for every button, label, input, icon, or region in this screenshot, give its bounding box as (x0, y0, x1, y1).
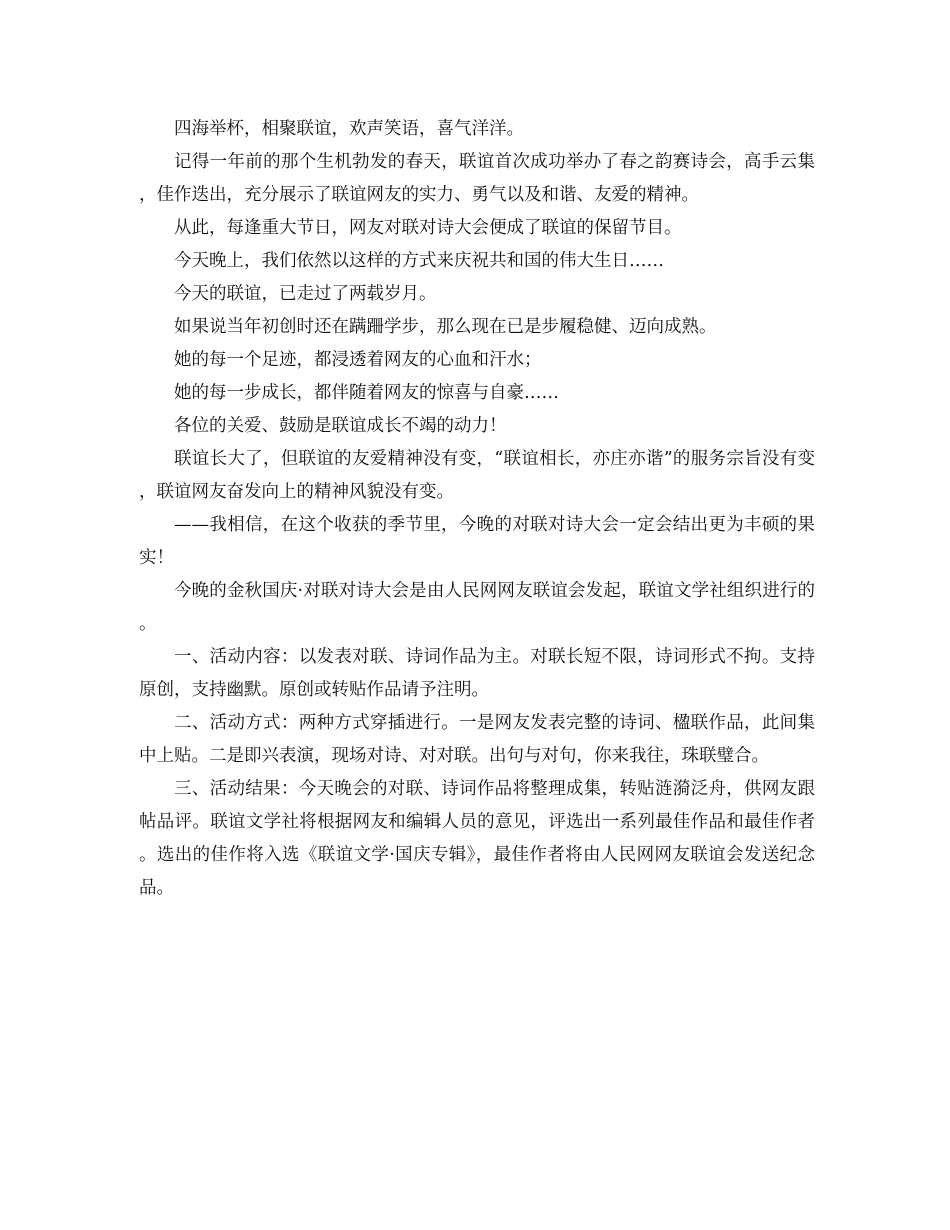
paragraph-15: 三、活动结果：今天晚会的对联、诗词作品将整理成集，转贴涟漪泛舟，供网友跟帖品评。联谊文学社将根据网友和编辑人员的意见，评选出一系列最佳作品和最佳作者。选出的佳作将入选《联谊文学·国庆专辑》，最佳作者将由人民网网友联谊会发送纪念品。 (139, 779, 815, 898)
paragraph-1: 四海举杯，相聚联谊，欢声笑语，喜气洋洋。 (174, 119, 524, 139)
document-body (139, 113, 815, 905)
paragraph-7: 她的每一个足迹，都浸透着网友的心血和汗水； (174, 350, 542, 370)
paragraph-6: 如果说当年初创时还在蹒跚学步，那么现在已是步履稳健、迈向成熟。 (174, 317, 717, 337)
paragraph-14: 二、活动方式：两种方式穿插进行。一是网友发表完整的诗词、楹联作品，此间集中上贴。二是即兴表演，现场对诗、对对联。出句与对句，你来我往，珠联璧合。 (139, 713, 815, 766)
paragraph-3: 从此，每逢重大节日，网友对联对诗大会便成了联谊的保留节目。 (174, 218, 682, 238)
paragraph-9: 各位的关爱、鼓励是联谊成长不竭的动力！ (174, 416, 507, 436)
paragraph-2: 记得一年前的那个生机勃发的春天，联谊首次成功举办了春之韵赛诗会，高手云集，佳作迭出，充分展示了联谊网友的实力、勇气以及和谐、友爱的精神。 (139, 152, 815, 205)
paragraph-11: ——我相信，在这个收获的季节里，今晚的对联对诗大会一定会结出更为丰硕的果实！ (139, 515, 815, 568)
paragraph-10: 联谊长大了，但联谊的友爱精神没有变，“联谊相长，亦庄亦谐”的服务宗旨没有变，联谊网友奋发向上的精神风貌没有变。 (139, 449, 815, 502)
paragraph-13: 一、活动内容：以发表对联、诗词作品为主。对联长短不限，诗词形式不拘。支持原创，支持幽默。原创或转贴作品请予注明。 (139, 647, 815, 700)
paragraph-5: 今天的联谊，已走过了两载岁月。 (174, 284, 437, 304)
paragraph-8: 她的每一步成长，都伴随着网友的惊喜与自豪…… (174, 383, 559, 403)
paragraph-4: 今天晚上，我们依然以这样的方式来庆祝共和国的伟大生日…… (174, 251, 664, 271)
paragraph-12: 今晚的金秋国庆·对联对诗大会是由人民网网友联谊会发起，联谊文学社组织进行的。 (139, 581, 815, 634)
